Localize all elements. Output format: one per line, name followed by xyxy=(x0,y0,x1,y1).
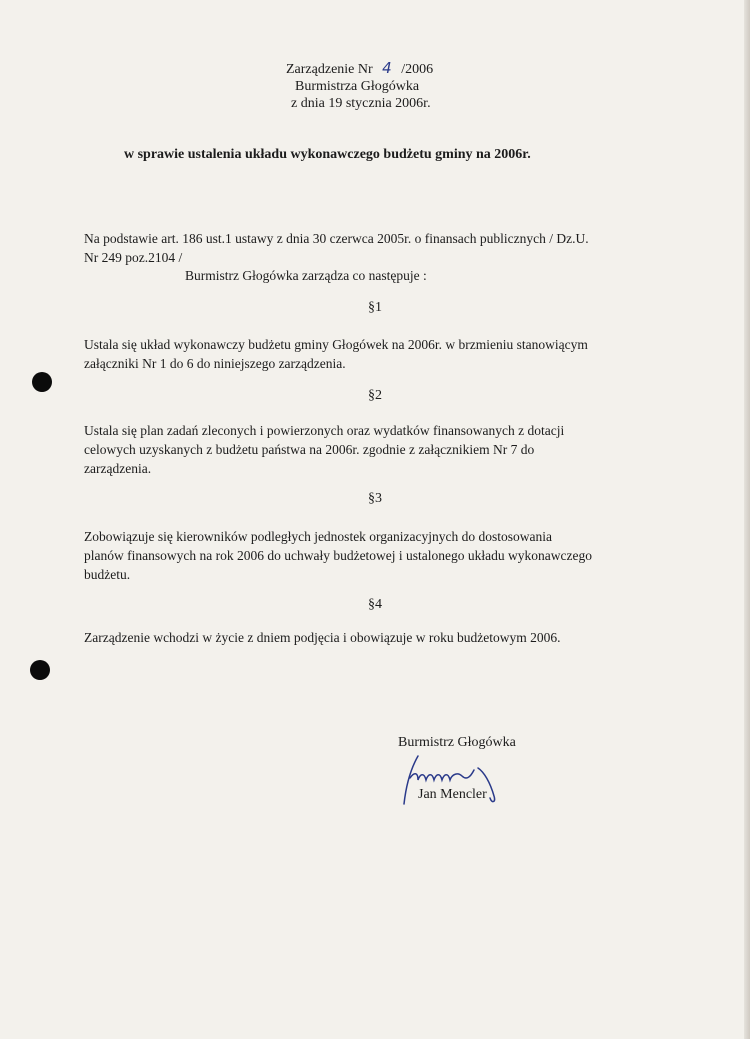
section-3-line: budżetu. xyxy=(84,567,131,582)
decree-header xyxy=(286,60,433,112)
decree-number-prefix: Zarządzenie Nr xyxy=(286,62,373,77)
section-symbol-3: §3 xyxy=(368,491,382,506)
section-body-3 xyxy=(84,527,664,584)
section-3-line: planów finansowych na rok 2006 do uchwały budżetowej i ustalonego układu wykonawczego xyxy=(84,548,592,563)
section-body-1 xyxy=(84,335,664,373)
section-1-line: Ustala się układ wykonawczy budżetu gminy Głogówek na 2006r. w brzmieniu stanowiącym xyxy=(84,337,588,352)
section-3-line: Zobowiązuje się kierowników podległych jednostek organizacyjnych do dostosowania xyxy=(84,529,553,544)
section-symbol-1: §1 xyxy=(368,300,382,315)
section-2-line: Ustala się plan zadań zleconych i powierzonych oraz wydatków finansowanych z dotacji xyxy=(84,423,565,438)
preamble-basis xyxy=(84,229,664,267)
section-2-line: celowych uzyskanych z budżetu państwa na 2006r. zgodnie z załącznikiem Nr 7 do xyxy=(84,442,535,457)
preamble-basis-line1: Na podstawie art. 186 ust.1 ustawy z dnia 30 czerwca 2005r. o finansach publicznych / Dz.U. xyxy=(84,231,589,246)
decree-number-handwritten: 4 xyxy=(382,59,392,77)
punch-hole-bottom xyxy=(30,660,50,680)
section-1-line: załączniki Nr 1 do 6 do niniejszego zarządzenia. xyxy=(84,356,346,371)
signatory-title: Burmistrz Głogówka xyxy=(398,735,516,750)
preamble-decree: Burmistrz Głogówka zarządza co następuje : xyxy=(185,268,427,283)
section-symbol-4: §4 xyxy=(368,597,382,612)
section-2-line: zarządzenia. xyxy=(84,461,152,476)
decree-number-suffix: /2006 xyxy=(401,62,434,77)
preamble-basis-line2: Nr 249 poz.2104 / xyxy=(84,250,183,265)
handwritten-signature xyxy=(396,752,516,812)
section-symbol-2: §2 xyxy=(368,388,382,403)
decree-number-line xyxy=(286,60,433,78)
signatory-name: Jan Mencler xyxy=(418,787,487,802)
decree-issuer: Burmistrza Głogówka xyxy=(295,79,420,94)
section-4-line: Zarządzenie wchodzi w życie z dniem podjęcia i obowiązuje w roku budżetowym 2006. xyxy=(84,630,561,645)
page-edge xyxy=(744,0,750,1039)
section-body-4 xyxy=(84,628,664,647)
decree-date: z dnia 19 stycznia 2006r. xyxy=(291,96,431,111)
section-body-2 xyxy=(84,421,664,478)
document-title: w sprawie ustalenia układu wykonawczego budżetu gminy na 2006r. xyxy=(124,147,531,162)
